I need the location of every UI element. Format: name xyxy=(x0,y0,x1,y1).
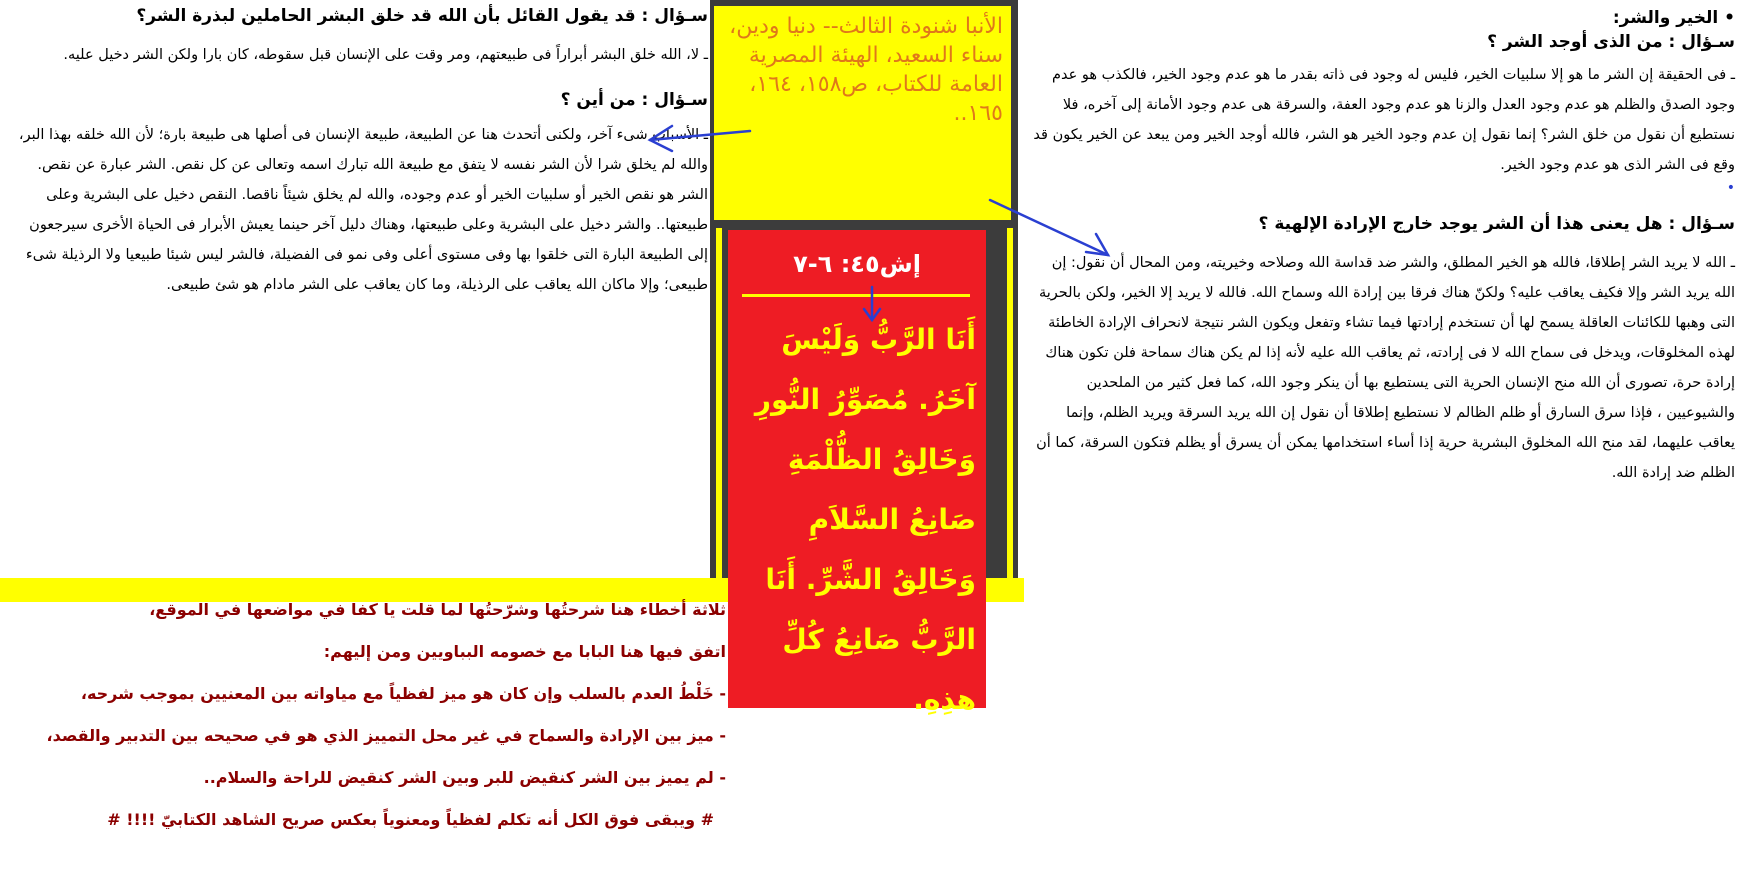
question-3: سـؤال : قد يقول القائل بأن الله قد خلق البشر الحاملين لبذرة الشر؟ xyxy=(136,6,708,26)
question-1: سـؤال : من الذى أوجد الشر ؟ xyxy=(1487,32,1735,52)
note-line-2: اتفق فيها هنا البابا مع خصومه البباويين ومن إليهم: xyxy=(323,642,726,661)
stray-dot: • xyxy=(1726,180,1735,196)
note-line-1: ثلاثة أخطاء هنا شرحتُها وشرّحتُها لما قلت يا كفا في مواضعها في الموقع، xyxy=(149,600,726,619)
arrow-right-down-icon xyxy=(990,200,1108,255)
question-4: سـؤال : من أين ؟ xyxy=(560,90,708,110)
arrow-left-icon xyxy=(650,126,750,151)
answer-3: ـ لا، الله خلق البشر أبراراً فى طبيعتهم، ومر وقت على الإنسان قبل سقوطه، كان بارا ولكن الشر دخيل عليه. xyxy=(63,47,708,63)
answer-1: ـ فى الحقيقة إن الشر ما هو إلا سلبيات الخير، فليس له وجود فى ذاته بقدر ما هو عدم وجود الخير، فالكذب هو عدم وجود الصدق والظلم هو عدم وجود العدل والزنا هو عدم وجود العفة، والسرقة هى عدم وجود الأمانة إلى آخره، فلا نستطيع أن نقول من خلق الشر؟ إنما نقول إن عدم وجود الخير هو الشر، فالله أوجد الخير ومن يبعد عن الخير يكون قد وقع فى الشر الذى هو عدم وجود الخير. xyxy=(1033,67,1735,173)
verse-text: أَنَا الرَّبُّ وَلَيْسَ آخَرُ. مُصَوِّرُ النُّورِ وَخَالِقُ الظُّلْمَةِ صَانِعُ السَّلاَمِ وَخَالِقُ الشَّرِّ. أَنَا الرَّبُّ صَانِعُ كُلِّ هذِهِ. xyxy=(754,323,976,716)
note-line-5: - لم يميز بين الشر كنقيض للبر وبين الشر كنقيض للراحة والسلام.. xyxy=(203,768,726,787)
note-line-6: # ويبقى فوق الكل أنه تكلم لفظياً ومعنوياً بعكس صريح الشاهد الكتابيّ !!!! # xyxy=(107,810,714,829)
answer-4: ـ الأسباب شىء آخر، ولكنى أتحدث هنا عن الطبيعة، طبيعة الإنسان فى أصلها هى طبيعة بارة؛ لأن الله خلقه بهذا البر، والله لم يخلق شرا لأن الشر نفسه لا يتفق مع طبيعة الله تبارك اسمه وتعالى عن كل نقص. الشر عبارة عن نقص. الشر هو نقص الخير أو سلبيات الخير أو عدم وجوده، والله لم يخلق شيئاً ناقصا. النقص دخيل على البشرية وعلى طبيعتها.. والشر دخيل على البشرية وعلى طبيعتها، وهناك دليل آخر حينما يعيش الأبرار فى الحياة الأخرى سيرجعون إلى الطبيعة البارة التى خلقوا بها وفى مستوى أعلى وفى نمو فى الفضيلة، فالشر ليس شيئا طبيعيا ولا الرذيلة شىء طبيعى؛ وإلا ماكان الله يعاقب على الرذيلة، وما كان يعاقب على الشر مادام هو شئ طبيعى. xyxy=(18,127,708,293)
section-heading: • الخير والشر: xyxy=(1612,8,1735,28)
verse-reference: إش٤٥: ٦-٧ xyxy=(793,250,921,278)
question-2: سـؤال : هل يعنى هذا أن الشر يوجد خارج الإرادة الإلهية ؟ xyxy=(1258,214,1735,234)
answer-2: ـ الله لا يريد الشر إطلاقا، فالله هو الخير المطلق، والشر ضد قداسة الله وصلاحه وخيريته، ومن المحال أن نقول: إن الله يريد الشر وإلا فكيف يعاقب عليه؟ ولكنّ هناك فرقا بين إرادة الله وسماح الله. فالله لا يريد إلا الخير، ولكن بالحرية التى وهبها للكائنات العاقلة يسمح لها أن تستخدم إرادتها فيما تشاء وتفعل ويكون الشر نتيجة لانحراف الإرادة الخاطئة لهذه المخلوقات، ويدخل فى سماح الله لا فى إرادته، ثم يعاقب الله عليه لأنه إذا لم يكن هناك سماحة فلن تكون هناك إرادة حرة، تصورى أن الله منح الإنسان الحرية التى يستطيع بها أن ينكر وجود الله، كما فعل كثير من الملحدين والشيوعيين ، فإذا سرق السارق أو ظلم الظالم لا نستطيع إطلاقا أن نقول إن الله يريد السرقة ويريد الظلم، وإنما يعاقب عليهما، لقد منح الله المخلوق البشرية حرية إذا أساء استخدامها يمكن أن يسرق أو يظلم فتكون السرقة، كما أن الظلم ضد إرادة الله. xyxy=(1036,255,1735,481)
arrow-down-icon xyxy=(864,287,880,320)
note-line-4: - ميز بين الإرادة والسماح في غير محل التمييز الذي هو في صحيحه بين التدبير والقصد، xyxy=(46,726,726,745)
note-line-3: - خَلْطُ العدم بالسلب وإن كان هو ميز لفظياً مع مياواته بين المعنيين بموجب شرحه، xyxy=(80,684,726,703)
citation-text: الأنبا شنودة الثالث-- دنيا ودين، سناء السعيد، الهيئة المصرية العامة للكتاب، ص١٥٨، ١٦٤، ١٦٥.. xyxy=(729,14,1003,126)
